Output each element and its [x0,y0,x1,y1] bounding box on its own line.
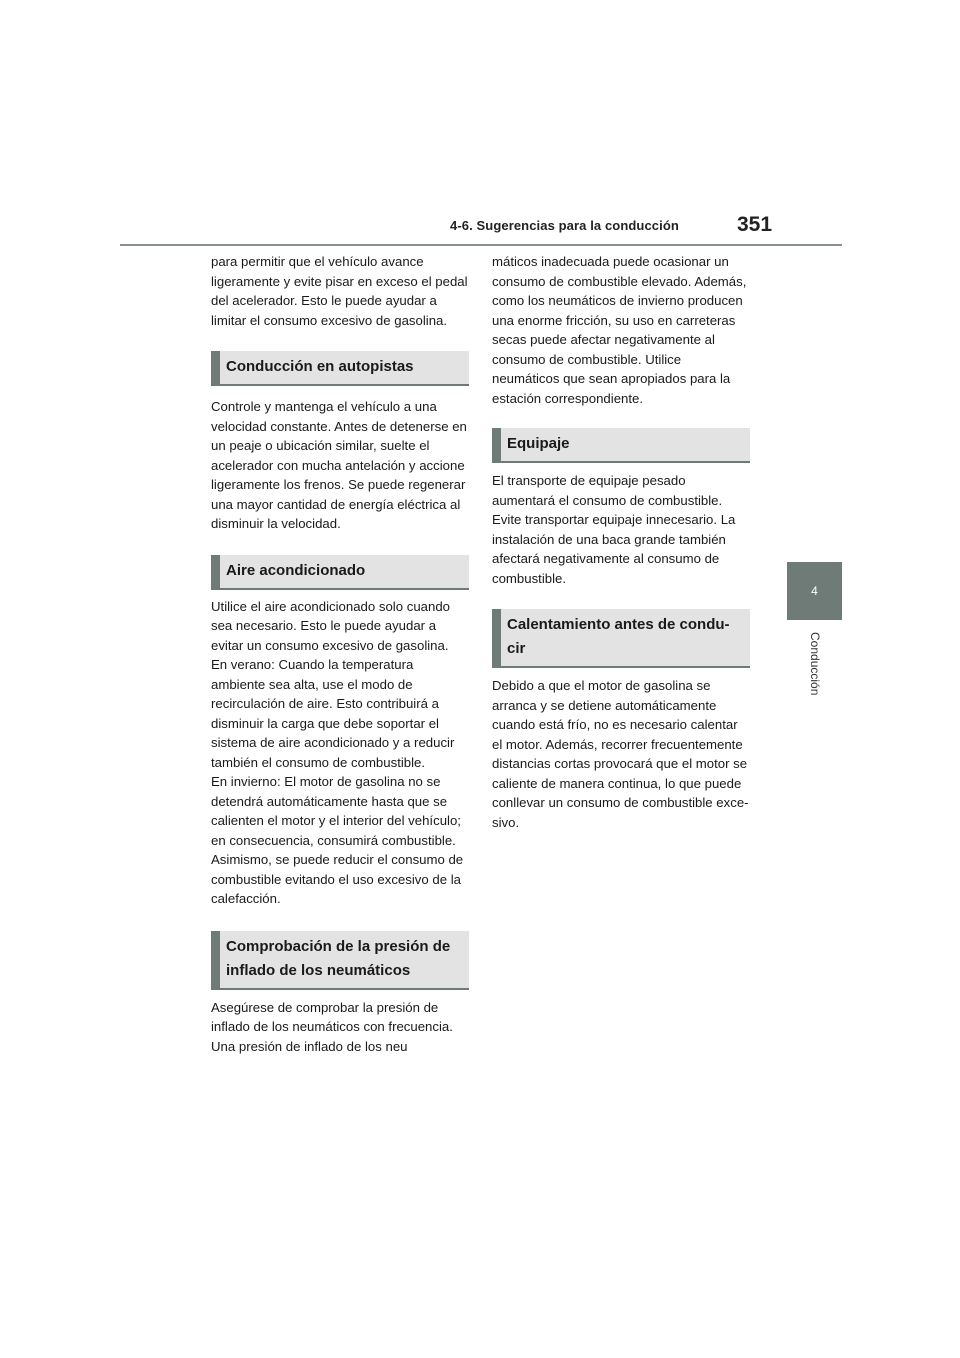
left-column [211,252,469,1056]
ac-heading: Aire acondicionado [211,555,469,590]
ac-paragraph: Utilice el aire acondicionado solo cuando sea necesario. Esto le puede ayudar a evitar un consumo excesivo de gasolina. [211,598,450,653]
luggage-heading: Equipaje [492,428,750,463]
highway-heading: Conducción en autopistas [211,351,469,386]
luggage-paragraph: El transporte de equipaje pesado aumentará el consumo de combustible. Evite transportar equipaje innecesario. La instalación de una baca grande también afectará negativamente al consumo de combustible. [492,473,736,586]
warmup-paragraph: Debido a que el motor de gasolina se arranca y se detiene automáticamente cuando está frío, no es necesario calentar el motor. Además, recorrer frecuentemente distancias cortas provocará que el motor se caliente de manera continua, lo que puede conllevar un consumo de combustible excesivo. [492,678,749,830]
right-column [492,252,750,832]
section-title: 4-6. Sugerencias para la conducción [450,218,679,233]
intro-paragraph: para permitir que el vehículo avance ligeramente y evite pisar en exceso el pedal del acelerador. Esto le puede ayudar a limitar el consumo excesivo de gasolina. [211,254,468,328]
tire-pressure-heading: Comprobación de la presión de inflado de los neumáticos [211,931,469,990]
chapter-number: 4 [811,584,818,598]
page-number: 351 [737,213,773,236]
header-divider [120,244,842,246]
tire-continuation-paragraph: máticos inadecuada puede ocasionar un consumo de combustible elevado. Además, como los neumáticos de invierno producen una enorme fricción, su uso en carreteras secas puede afectar negativamente al consumo de combustible. Utilice neumáticos que sean apropiados para la estación correspondiente. [492,254,747,406]
chapter-label: Conducción [808,632,822,696]
ac-winter-paragraph: En invierno: El motor de gasolina no se detendrá automáticamente hasta que se calienten el motor y el interior del vehículo; en consecuencia, consumirá combustible. Asimismo, se puede reducir el consumo de combustible evitando el uso excesivo de la calefacción. [211,774,464,906]
chapter-tab[interactable] [787,562,842,620]
ac-summer-paragraph: En verano: Cuando la temperatura ambiente sea alta, use el modo de recirculación de aire. Esto contribuirá a disminuir la carga que debe soportar el sistema de aire acondicionado y a reducir también el consumo de combustible. [211,657,455,770]
warmup-heading: Calentamiento antes de conducir [492,609,750,668]
tire-pressure-paragraph: Asegúrese de comprobar la presión de inflado de los neumáticos con frecuencia. Una presión de inflado de los neu [211,999,453,1054]
highway-paragraph: Controle y mantenga el vehículo a una velocidad constante. Antes de detenerse en un peaje o ubicación similar, suelte el acelerador con mucha antelación y accione ligeramente los frenos. Se puede regenerar una mayor cantidad de energía eléctrica al disminuir la velocidad. [211,399,467,531]
